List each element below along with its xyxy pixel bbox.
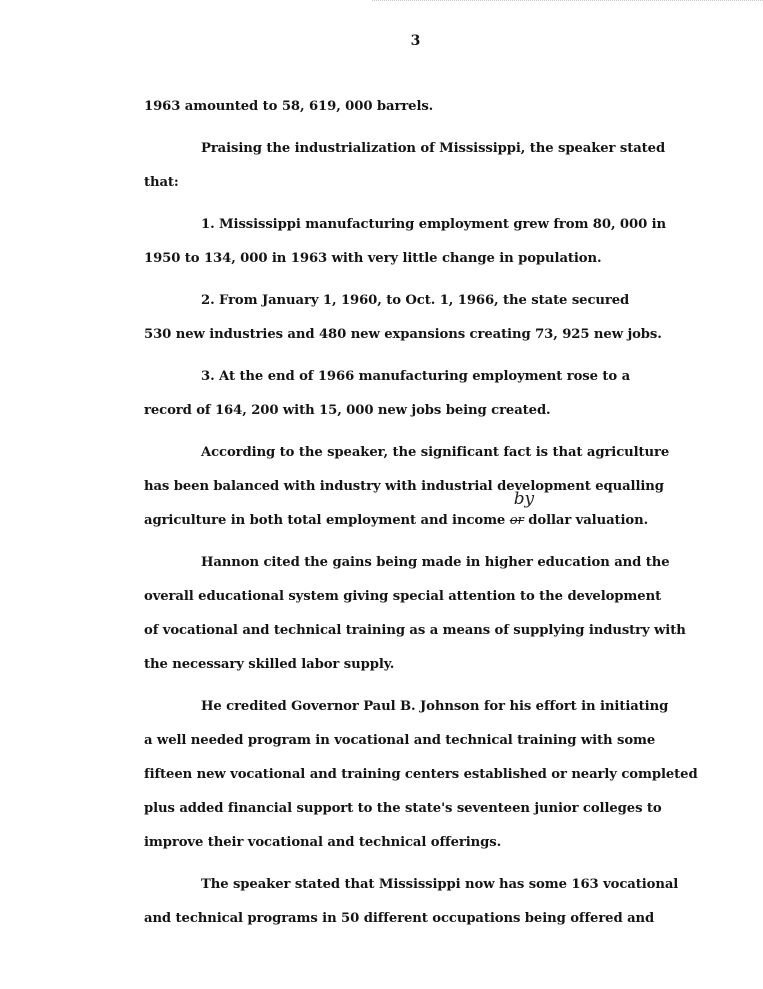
text-line: record of 164, 200 with 15, 000 new jobs being created. <box>144 403 551 418</box>
text-line: Hannon cited the gains being made in higher education and the <box>201 555 670 570</box>
text-line: 3. At the end of 1966 manufacturing employment rose to a <box>201 369 631 384</box>
text-line: 530 new industries and 480 new expansions creating 73, 925 new jobs. <box>144 327 662 342</box>
text-line: the necessary skilled labor supply. <box>144 657 395 672</box>
paragraph-2 <box>144 132 724 200</box>
text-line: 2. From January 1, 1960, to Oct. 1, 1966, the state secured <box>201 293 630 308</box>
text-line: that: <box>144 175 179 190</box>
text-line: He credited Governor Paul B. Johnson for his effort in initiating <box>201 699 669 714</box>
text-line: and technical programs in 50 different occupations being offered and <box>144 911 655 926</box>
paragraph-governor <box>144 690 724 860</box>
handwritten-insert: by <box>513 489 535 509</box>
text-line: According to the speaker, the significant fact is that agriculture <box>201 445 670 460</box>
text-line: plus added financial support to the state's seventeen junior colleges to <box>144 801 662 816</box>
text-line-with-correction <box>144 489 724 538</box>
text-line: of vocational and technical training as a means of supplying industry with <box>144 623 686 638</box>
text-line: has been balanced with industry with industrial development equalling <box>144 479 664 494</box>
text-line: improve their vocational and technical offerings. <box>144 835 502 850</box>
handwritten-correction <box>509 489 535 538</box>
struck-word: or <box>509 513 524 528</box>
text-line: a well needed program in vocational and technical training with some <box>144 733 656 748</box>
document-body <box>144 90 724 944</box>
page-number: 3 <box>410 33 421 49</box>
paragraph-programs <box>144 868 724 936</box>
paragraph-item-2 <box>144 284 724 352</box>
text-line: The speaker stated that Mississippi now has some 163 vocational <box>201 877 679 892</box>
text-segment: dollar valuation. <box>523 513 649 528</box>
text-line: 1963 amounted to 58, 619, 000 barrels. <box>144 99 434 114</box>
scan-edge-dots <box>372 0 763 3</box>
text-line: overall educational system giving special attention to the development <box>144 589 662 604</box>
paragraph-1 <box>144 90 724 124</box>
text-line: Praising the industrialization of Mississippi, the speaker stated <box>201 141 666 156</box>
text-line: 1. Mississippi manufacturing employment grew from 80, 000 in <box>201 217 667 232</box>
text-line: fifteen new vocational and training centers established or nearly completed <box>144 767 698 782</box>
paragraph-education <box>144 546 724 682</box>
paragraph-item-3 <box>144 360 724 428</box>
paragraph-item-1 <box>144 208 724 276</box>
text-line: 1950 to 134, 000 in 1963 with very little change in population. <box>144 251 602 266</box>
paragraph-agriculture <box>144 436 724 538</box>
text-segment: agriculture in both total employment and income <box>144 513 510 528</box>
